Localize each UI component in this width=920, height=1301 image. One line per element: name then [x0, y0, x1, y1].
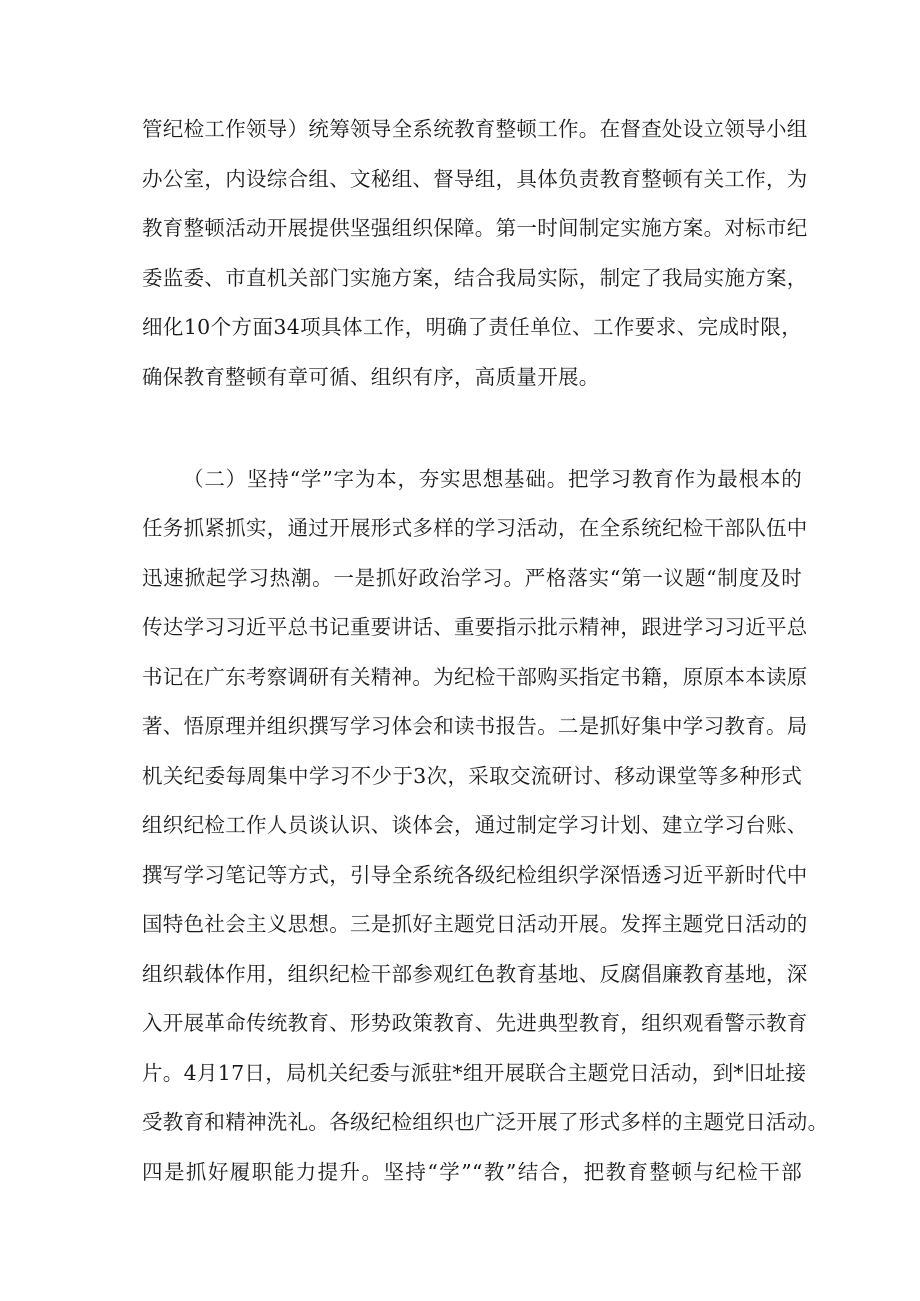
paragraph-2-line-14: 受教育和精神洗礼。各级纪检组织也广泛开展了形式多样的主题党日活动。	[142, 1110, 829, 1134]
paragraph-2-line-11: 组织载体作用，组织纪检干部参观红色教育基地、反腐倡廉教育基地，深	[142, 962, 808, 986]
paragraph-2-line-2: 任务抓紧抓实，通过开展形式多样的学习活动，在全系统纪检干部队伍中	[142, 516, 808, 540]
paragraph-2-line-12: 入开展革命传统教育、形势政策教育、先进典型教育，组织观看警示教育	[142, 1011, 808, 1035]
paragraph-2-line-6: 著、悟原理并组织撰写学习体会和读书报告。二是抓好集中学习教育。局	[142, 714, 808, 738]
paragraph-1-line-1: 管纪检工作领导）统筹领导全系统教育整顿工作。在督查处设立领导小组	[142, 117, 808, 141]
paragraph-2-line-4: 传达学习习近平总书记重要讲话、重要指示批示精神，跟进学习习近平总	[142, 615, 808, 639]
paragraph-2-line-10: 国特色社会主义思想。三是抓好主题党日活动开展。发挥主题党日活动的	[142, 912, 808, 936]
paragraph-1-line-3: 教育整顿活动开展提供坚强组织保障。第一时间制定实施方案。对标市纪	[142, 216, 808, 240]
paragraph-2-line-9: 撰写学习笔记等方式，引导全系统各级纪检组织学深悟透习近平新时代中	[142, 863, 808, 887]
paragraph-2-line-3: 迅速掀起学习热潮。一是抓好政治学习。严格落实“第一议题“制度及时	[142, 566, 802, 590]
paragraph-2-line-13: 片。4月17日，局机关纪委与派驻*组开展联合主题党日活动，到*旧址接	[142, 1061, 807, 1085]
paragraph-1-line-6: 确保教育整顿有章可循、组织有序，高质量开展。	[142, 365, 600, 389]
paragraph-2-line-1: （二）坚持“学”字为本，夯实思想基础。把学习教育作为最根本的	[183, 467, 802, 491]
paragraph-1-line-5: 细化10个方面34项具体工作，明确了责任单位、工作要求、完成时限，	[142, 315, 802, 339]
paragraph-1-line-4: 委监委、市直机关部门实施方案，结合我局实际，制定了我局实施方案，	[142, 266, 808, 290]
paragraph-2-line-5: 书记在广东考察调研有关精神。为纪检干部购买指定书籍，原原本本读原	[142, 665, 808, 689]
paragraph-2-line-7: 机关纪委每周集中学习不少于3次，采取交流研讨、移动课堂等多种形式	[142, 764, 802, 788]
paragraph-2-line-15: 四是抓好履职能力提升。坚持“学”“教”结合，把教育整顿与纪检干部	[142, 1160, 802, 1184]
paragraph-2-line-8: 组织纪检工作人员谈认识、谈体会，通过制定学习计划、建立学习台账、	[142, 813, 808, 837]
paragraph-1-line-2: 办公室，内设综合组、文秘组、督导组，具体负责教育整顿有关工作，为	[142, 167, 808, 191]
